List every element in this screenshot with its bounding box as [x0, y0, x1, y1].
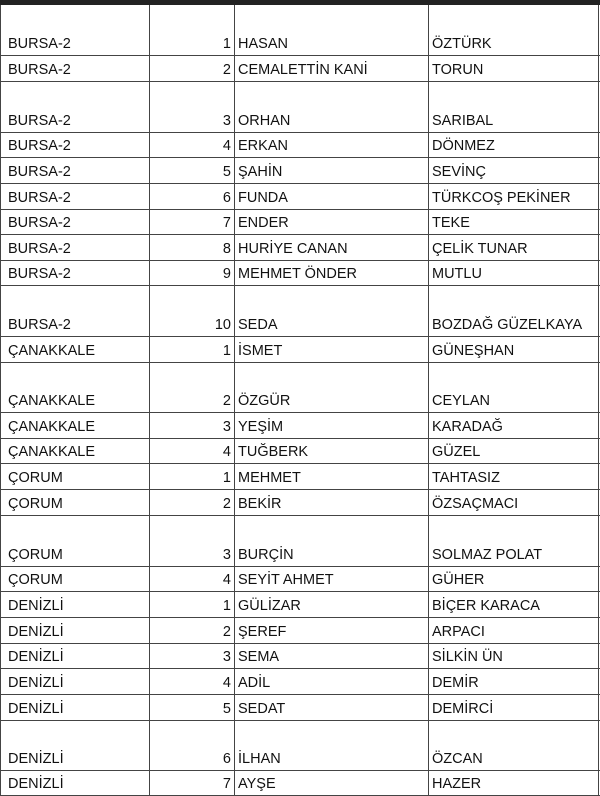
first-name-cell — [235, 337, 429, 362]
last-name-text: GÜNEŞHAN — [432, 342, 515, 359]
first-name-text: YEŞİM — [238, 418, 284, 435]
rank-text: 6 — [222, 750, 231, 767]
province-text: BURSA-2 — [8, 265, 71, 282]
first-name-cell — [235, 464, 429, 489]
first-name-cell — [235, 286, 429, 336]
last-name-text: ÇELİK TUNAR — [432, 240, 528, 257]
first-name-cell — [235, 618, 429, 643]
first-name-text: ORHAN — [238, 112, 291, 129]
first-name-cell — [235, 184, 429, 209]
last-name-cell — [429, 464, 599, 489]
last-name-cell — [429, 618, 599, 643]
table-row — [0, 56, 600, 82]
rank-text: 2 — [222, 61, 231, 78]
first-name-cell — [235, 363, 429, 412]
table-row — [0, 337, 600, 363]
last-name-cell — [429, 567, 599, 591]
first-name-text: TUĞBERK — [238, 443, 309, 460]
rank-cell — [150, 771, 235, 795]
first-name-text: ADİL — [238, 674, 271, 691]
table-row — [0, 261, 600, 286]
rank-text: 5 — [222, 163, 231, 180]
last-name-text: CEYLAN — [432, 392, 491, 409]
rank-text: 2 — [222, 392, 231, 409]
rank-cell — [150, 567, 235, 591]
last-name-cell — [429, 261, 599, 285]
rank-text: 1 — [222, 342, 231, 359]
province-text: ÇORUM — [8, 495, 63, 512]
province-cell — [0, 413, 150, 438]
table-row — [0, 235, 600, 261]
rank-cell — [150, 516, 235, 566]
last-name-cell — [429, 363, 599, 412]
last-name-cell — [429, 286, 599, 336]
first-name-cell — [235, 669, 429, 694]
last-name-text: TEKE — [432, 214, 470, 231]
table-row — [0, 567, 600, 592]
province-cell — [0, 618, 150, 643]
rank-cell — [150, 363, 235, 412]
last-name-cell — [429, 337, 599, 362]
last-name-text: MUTLU — [432, 265, 482, 282]
rank-text: 3 — [222, 418, 231, 435]
last-name-text: ARPACI — [432, 623, 485, 640]
province-text: ÇORUM — [8, 546, 63, 563]
rank-text: 1 — [222, 469, 231, 486]
first-name-cell — [235, 261, 429, 285]
province-text: BURSA-2 — [8, 35, 71, 52]
province-cell — [0, 771, 150, 795]
rank-cell — [150, 210, 235, 234]
province-cell — [0, 695, 150, 720]
last-name-cell — [429, 516, 599, 566]
table-row — [0, 82, 600, 133]
last-name-text: TÜRKCOŞ PEKİNER — [432, 189, 571, 206]
first-name-cell — [235, 235, 429, 260]
last-name-text: SİLKİN ÜN — [432, 648, 503, 665]
first-name-text: İSMET — [238, 342, 283, 359]
first-name-text: HURİYE CANAN — [238, 240, 348, 257]
first-name-text: CEMALETTİN KANİ — [238, 61, 368, 78]
rank-cell — [150, 5, 235, 55]
first-name-text: SEYİT AHMET — [238, 571, 334, 588]
province-text: ÇORUM — [8, 469, 63, 486]
province-text: BURSA-2 — [8, 240, 71, 257]
first-name-text: SEDAT — [238, 700, 286, 717]
first-name-cell — [235, 695, 429, 720]
rank-cell — [150, 133, 235, 157]
table-row — [0, 363, 600, 413]
first-name-text: ENDER — [238, 214, 289, 231]
table-row — [0, 5, 600, 56]
first-name-cell — [235, 592, 429, 617]
last-name-text: GÜZEL — [432, 443, 481, 460]
first-name-cell — [235, 771, 429, 795]
province-cell — [0, 516, 150, 566]
first-name-text: ÖZGÜR — [238, 392, 291, 409]
table-row — [0, 644, 600, 669]
first-name-text: SEMA — [238, 648, 280, 665]
last-name-cell — [429, 644, 599, 668]
first-name-cell — [235, 721, 429, 770]
first-name-text: MEHMET — [238, 469, 301, 486]
table-row — [0, 158, 600, 184]
rank-cell — [150, 669, 235, 694]
last-name-text: TORUN — [432, 61, 484, 78]
rank-cell — [150, 184, 235, 209]
rank-cell — [150, 158, 235, 183]
rank-text: 4 — [222, 571, 231, 588]
last-name-text: BOZDAĞ GÜZELKAYA — [432, 316, 583, 333]
province-cell — [0, 261, 150, 285]
last-name-cell — [429, 439, 599, 463]
province-cell — [0, 592, 150, 617]
province-cell — [0, 669, 150, 694]
first-name-text: ŞAHİN — [238, 163, 283, 180]
table-row — [0, 771, 600, 796]
rank-text: 8 — [222, 240, 231, 257]
last-name-text: SARIBAL — [432, 112, 494, 129]
province-cell — [0, 210, 150, 234]
province-text: ÇANAKKALE — [8, 443, 96, 460]
first-name-cell — [235, 644, 429, 668]
rank-text: 1 — [222, 35, 231, 52]
first-name-text: SEDA — [238, 316, 278, 333]
table-row — [0, 286, 600, 337]
last-name-text: ÖZSAÇMACI — [432, 495, 519, 512]
rank-text: 4 — [222, 137, 231, 154]
rank-cell — [150, 644, 235, 668]
province-cell — [0, 158, 150, 183]
rank-text: 2 — [222, 495, 231, 512]
rank-cell — [150, 56, 235, 81]
rank-text: 6 — [222, 189, 231, 206]
rank-text: 4 — [222, 674, 231, 691]
last-name-cell — [429, 133, 599, 157]
last-name-cell — [429, 669, 599, 694]
province-cell — [0, 5, 150, 55]
province-cell — [0, 721, 150, 770]
first-name-text: ERKAN — [238, 137, 288, 154]
rank-text: 3 — [222, 112, 231, 129]
province-text: BURSA-2 — [8, 137, 71, 154]
table-row — [0, 439, 600, 464]
last-name-text: BİÇER KARACA — [432, 597, 540, 614]
last-name-cell — [429, 413, 599, 438]
table-row — [0, 464, 600, 490]
province-cell — [0, 184, 150, 209]
first-name-cell — [235, 490, 429, 515]
first-name-cell — [235, 56, 429, 81]
last-name-text: KARADAĞ — [432, 418, 503, 435]
last-name-text: ÖZCAN — [432, 750, 483, 767]
province-cell — [0, 133, 150, 157]
rank-cell — [150, 286, 235, 336]
province-text: BURSA-2 — [8, 163, 71, 180]
first-name-cell — [235, 413, 429, 438]
rank-text: 10 — [214, 316, 231, 333]
province-cell — [0, 464, 150, 489]
last-name-text: SOLMAZ POLAT — [432, 546, 543, 563]
last-name-cell — [429, 771, 599, 795]
last-name-text: DÖNMEZ — [432, 137, 495, 154]
province-text: BURSA-2 — [8, 316, 71, 333]
rank-cell — [150, 261, 235, 285]
province-text: DENİZLİ — [8, 775, 64, 792]
last-name-text: DEMİR — [432, 674, 479, 691]
first-name-text: ŞEREF — [238, 623, 287, 640]
table-row — [0, 592, 600, 618]
rank-text: 4 — [222, 443, 231, 460]
rank-cell — [150, 439, 235, 463]
province-cell — [0, 363, 150, 412]
province-text: DENİZLİ — [8, 674, 64, 691]
rank-cell — [150, 82, 235, 132]
first-name-cell — [235, 439, 429, 463]
province-cell — [0, 567, 150, 591]
province-text: ÇORUM — [8, 571, 63, 588]
province-cell — [0, 56, 150, 81]
rank-cell — [150, 695, 235, 720]
rank-cell — [150, 592, 235, 617]
table-row — [0, 721, 600, 771]
province-text: DENİZLİ — [8, 700, 64, 717]
last-name-text: GÜHER — [432, 571, 485, 588]
last-name-cell — [429, 5, 599, 55]
first-name-cell — [235, 158, 429, 183]
province-text: ÇANAKKALE — [8, 418, 96, 435]
last-name-cell — [429, 721, 599, 770]
province-text: BURSA-2 — [8, 189, 71, 206]
first-name-text: AYŞE — [238, 775, 276, 792]
first-name-text: BURÇİN — [238, 546, 294, 563]
rank-cell — [150, 490, 235, 515]
rank-text: 3 — [222, 546, 231, 563]
last-name-text: DEMİRCİ — [432, 700, 494, 717]
province-text: DENİZLİ — [8, 623, 64, 640]
first-name-text: GÜLİZAR — [238, 597, 301, 614]
province-text: BURSA-2 — [8, 61, 71, 78]
last-name-cell — [429, 82, 599, 132]
table-row — [0, 516, 600, 567]
rank-cell — [150, 618, 235, 643]
table-row — [0, 618, 600, 644]
rank-cell — [150, 235, 235, 260]
rank-cell — [150, 413, 235, 438]
first-name-cell — [235, 5, 429, 55]
last-name-text: HAZER — [432, 775, 482, 792]
province-text: DENİZLİ — [8, 597, 64, 614]
first-name-text: HASAN — [238, 35, 288, 52]
last-name-text: SEVİNÇ — [432, 163, 486, 180]
rank-text: 2 — [222, 623, 231, 640]
table-row — [0, 184, 600, 210]
first-name-cell — [235, 567, 429, 591]
rank-cell — [150, 337, 235, 362]
province-cell — [0, 235, 150, 260]
table-row — [0, 413, 600, 439]
table-row — [0, 669, 600, 695]
table-row — [0, 210, 600, 235]
rank-text: 9 — [222, 265, 231, 282]
province-text: DENİZLİ — [8, 750, 64, 767]
rank-text: 7 — [222, 775, 231, 792]
province-cell — [0, 490, 150, 515]
last-name-text: ÖZTÜRK — [432, 35, 492, 52]
last-name-cell — [429, 235, 599, 260]
province-text: ÇANAKKALE — [8, 342, 96, 359]
first-name-text: İLHAN — [238, 750, 281, 767]
rank-text: 3 — [222, 648, 231, 665]
province-cell — [0, 286, 150, 336]
province-text: BURSA-2 — [8, 112, 71, 129]
last-name-cell — [429, 490, 599, 515]
first-name-cell — [235, 82, 429, 132]
province-cell — [0, 439, 150, 463]
table-row — [0, 695, 600, 721]
first-name-cell — [235, 516, 429, 566]
last-name-cell — [429, 56, 599, 81]
last-name-cell — [429, 210, 599, 234]
rank-text: 1 — [222, 597, 231, 614]
rank-cell — [150, 721, 235, 770]
rank-text: 7 — [222, 214, 231, 231]
province-cell — [0, 644, 150, 668]
province-cell — [0, 82, 150, 132]
last-name-cell — [429, 158, 599, 183]
table-row — [0, 133, 600, 158]
first-name-text: BEKİR — [238, 495, 282, 512]
province-text: BURSA-2 — [8, 214, 71, 231]
first-name-text: FUNDA — [238, 189, 288, 206]
first-name-text: MEHMET ÖNDER — [238, 265, 357, 282]
province-text: ÇANAKKALE — [8, 392, 96, 409]
last-name-cell — [429, 184, 599, 209]
rank-cell — [150, 464, 235, 489]
table-row — [0, 490, 600, 516]
first-name-cell — [235, 133, 429, 157]
last-name-cell — [429, 695, 599, 720]
last-name-cell — [429, 592, 599, 617]
province-cell — [0, 337, 150, 362]
rank-text: 5 — [222, 700, 231, 717]
first-name-cell — [235, 210, 429, 234]
province-text: DENİZLİ — [8, 648, 64, 665]
last-name-text: TAHTASIZ — [432, 469, 500, 486]
